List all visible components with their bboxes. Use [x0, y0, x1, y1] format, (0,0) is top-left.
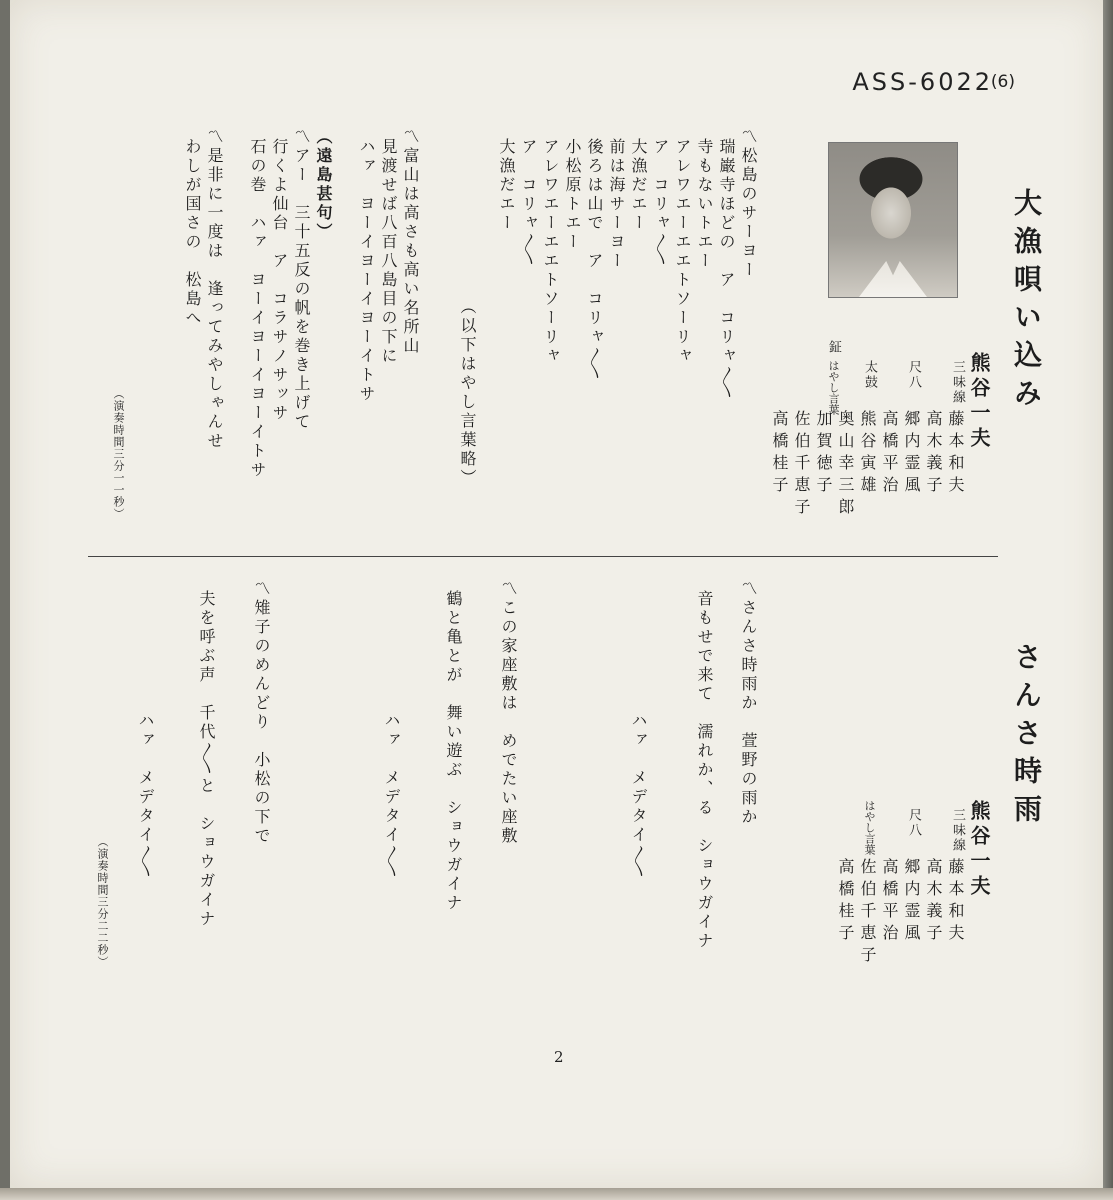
song1-duration: （演奏時間三分一一秒） [112, 388, 125, 520]
lyric-line: 小松原トエー [563, 138, 582, 252]
liner-notes-page [10, 0, 1103, 1188]
song1-credit-name: 高橋桂子 [770, 410, 789, 498]
song1-credit-name: 高木義子 [924, 410, 943, 498]
photo-collar [859, 261, 927, 297]
song1-credit-name: 熊谷寅雄 [858, 410, 877, 498]
lyric-line: 瑞巌寺ほどの ア コリャ〳〵 [717, 138, 736, 401]
lyric-line: 〽雉子のめんどり 小松の下で [252, 580, 271, 846]
lyric-line: ハァ メデタイ〳〵 [382, 712, 401, 880]
lyric-line: 〽是非に一度は 逢ってみやしゃんせ [205, 128, 224, 451]
lyric-line: ハァ ヨーイヨーイヨーイトサ [357, 138, 376, 404]
lyric-line: 〽松島のサーヨー [739, 128, 758, 280]
song1-credit-role: 太鼓 [862, 360, 877, 390]
lyric-line: 〽アー 三十五反の帆を巻き上げて [292, 128, 311, 432]
lyric-line: 石の巻 ハァ ヨーイヨーイヨーイトサ [248, 138, 267, 480]
lyric-line: 前は海サーヨー [607, 138, 626, 271]
lyric-line: 後ろは山で ア コリャ〳〵 [585, 138, 604, 382]
lyric-line: 音もせで来て 濡れか、る ショウガイナ [695, 590, 714, 951]
song1-title: 大漁唄い込み [1010, 188, 1043, 416]
lyric-subtitle: （遠島甚句） [314, 128, 333, 242]
song2-credit-role: 尺八 [906, 808, 921, 838]
sleeve-spine [1103, 0, 1113, 1200]
song1-credit-name: 奥山幸三郎 [836, 410, 855, 520]
song2-credit-name: 高木義子 [924, 858, 943, 946]
song2-singer: 熊谷一夫 [967, 800, 991, 900]
lyric-line: ハァ メデタイ〳〵 [136, 712, 155, 880]
song2-credit-name: 高橋平治 [880, 858, 899, 946]
song1-credit-name: 高橋平治 [880, 410, 899, 498]
lyric-line: アレワエーエエトソーリャ [541, 138, 560, 366]
song1-credit-name: 郷内霊風 [902, 410, 921, 498]
lyric-line: ハァ メデタイ〳〵 [629, 712, 648, 880]
song1-credit-role: 鉦 [826, 340, 841, 355]
lyric-line: アレワエーエエトソーリャ [673, 138, 692, 366]
lyric-line: 寺もないトエー [695, 138, 714, 271]
catalog-side: (6) [990, 72, 1015, 92]
song2-duration: （演奏時間三分二二秒） [96, 836, 109, 968]
lyric-line: 鶴と亀とが 舞い遊ぶ ショウガイナ [444, 590, 463, 913]
song1-credit-name: 藤本和夫 [946, 410, 965, 498]
lyric-line: 見渡せば八百八島目の下に [379, 138, 398, 366]
lyric-line: ア コリャ〳〵 [519, 138, 538, 268]
song1-credit-role: はやし言葉 [827, 360, 840, 415]
page-number: 2 [554, 1048, 564, 1066]
lyric-line: わしが国さの 松島へ [183, 138, 202, 328]
song2-title: さんさ時雨 [1010, 642, 1043, 832]
lyric-line: ア コリャ〳〵 [651, 138, 670, 268]
lyric-line: 夫を呼ぶ声 千代〳〵と ショウガイナ [197, 590, 216, 929]
song2-credit-role: はやし言葉 [863, 800, 876, 855]
lyric-note: （以下はやし言葉略） [458, 298, 477, 488]
song1-singer: 熊谷一夫 [967, 352, 991, 452]
section-divider [88, 556, 998, 557]
song2-credit-name: 藤本和夫 [946, 858, 965, 946]
song1-credit-role: 尺八 [906, 360, 921, 390]
lyric-line: 大漁だエー [497, 138, 516, 233]
lyric-line: 〽富山は高さも高い名所山 [401, 128, 420, 356]
singer-photo [828, 142, 958, 298]
lyric-line: 〽この家座敷は めでたい座敷 [499, 580, 518, 846]
lyric-line: 大漁だエー [629, 138, 648, 233]
song2-credit-name: 佐伯千恵子 [858, 858, 877, 968]
lyric-line: 〽さんさ時雨か 萱野の雨か [739, 580, 758, 827]
song2-credit-name: 高橋桂子 [836, 858, 855, 946]
song2-credit-role: 三味線 [950, 808, 965, 853]
sleeve-bottom-edge [0, 1188, 1113, 1200]
song1-credit-role: 三味線 [950, 360, 965, 405]
song2-credit-name: 郷内霊風 [902, 858, 921, 946]
song1-credit-name: 佐伯千恵子 [792, 410, 811, 520]
lyric-line: 行くよ仙台 ア コラサノサッサ [270, 138, 289, 423]
catalog-number: ASS-6022 [852, 68, 993, 96]
song1-credit-name: 加賀徳子 [814, 410, 833, 498]
